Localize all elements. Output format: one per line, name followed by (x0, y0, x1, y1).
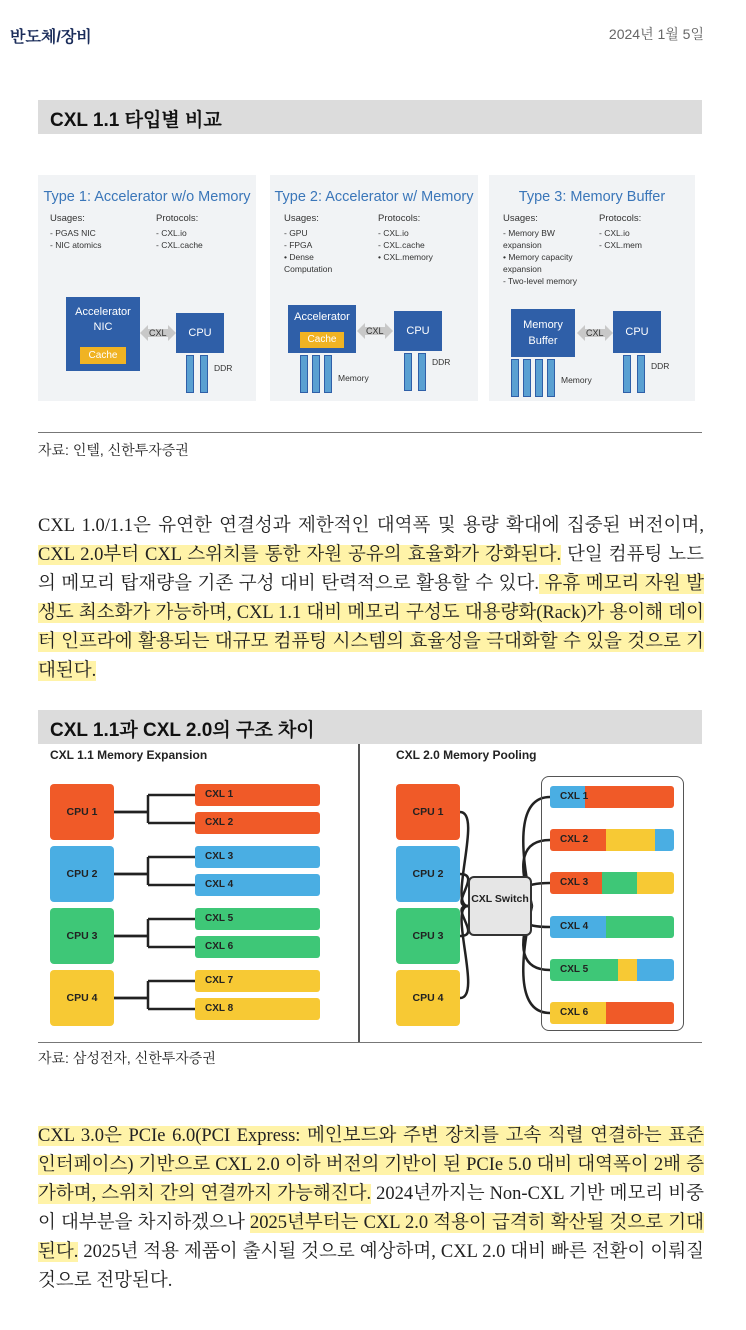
paragraph-highlight: 2025년부터는 CXL 2.0 적용이 급격히 확산될 것으로 기대된다. (38, 1213, 704, 1262)
cxl20-device-bar (550, 786, 674, 808)
memory-module-icon (324, 355, 332, 393)
list-item: - CXL.io (599, 228, 630, 238)
cxl11-device-bar: CXL 6 (195, 936, 320, 958)
type1-ddr-label: DDR (214, 363, 233, 373)
memory-module-icon (312, 355, 320, 393)
type1-protocols-list (156, 227, 203, 251)
type1-cache-block: Cache (80, 347, 126, 364)
ddr-module-icon (418, 353, 426, 391)
paragraph-highlight: 유휴 메모리 자원 발생도 최소화가 가능하며, CXL 1.1 대비 메모리 구성도 대용량화(Rack)가 용이해 데이터 인프라에 활용되는 대규모 컴퓨팅 시스템의 효율성을 극대화할 수 있을 것으로 기대된다. (38, 574, 705, 681)
list-item: - CXL.io (156, 228, 187, 238)
list-item: - Memory BW (503, 228, 555, 238)
connection-line (114, 998, 195, 1009)
cxl20-device-label: CXL 5 (560, 964, 589, 975)
cxl20-device-label: CXL 4 (560, 921, 589, 932)
cxl20-device-bar (550, 872, 674, 894)
cxl11-device-bar: CXL 1 (195, 784, 320, 806)
type2-card (270, 175, 478, 401)
type1-cpu-block: CPU (176, 313, 224, 353)
cxl20-device-bar (550, 1002, 674, 1024)
figure1-title: CXL 1.1 타입별 비교 (38, 100, 702, 134)
cxl20-panel-title: CXL 2.0 Memory Pooling (396, 748, 537, 762)
memory-share-segment (606, 1002, 674, 1024)
type1-usages-label: Usages: (50, 213, 85, 224)
memory-module-icon (547, 359, 555, 397)
connection-line (114, 812, 195, 823)
type2-memory-label: Memory (338, 373, 369, 383)
type3-cpu-block: CPU (613, 311, 661, 353)
connection-line (114, 936, 195, 947)
figure2-diagram (38, 744, 702, 1042)
cxl11-device-bar: CXL 8 (195, 998, 320, 1020)
memory-share-segment (602, 872, 637, 894)
connection-line (114, 919, 195, 936)
list-item: - GPU (284, 228, 308, 238)
memory-pool-box (541, 776, 684, 1031)
cxl20-device-label: CXL 6 (560, 1007, 589, 1018)
memory-module-icon (523, 359, 531, 397)
ddr-module-icon (637, 355, 645, 393)
type3-ddr-label: DDR (651, 361, 670, 371)
memory-share-segment (618, 959, 637, 981)
type1-usages-list (50, 227, 101, 251)
memory-share-segment (606, 916, 674, 938)
paragraph-segment: 2025년 적용 제품이 출시될 것으로 예상하며, CXL 2.0 대비 빠른 전환이 이뤄질 것으로 전망된다. (38, 1242, 704, 1291)
type2-protocols-label: Protocols: (378, 213, 421, 224)
type3-protocols-label: Protocols: (599, 213, 642, 224)
connection-line (114, 874, 195, 885)
type1-cxl-label: CXL (149, 328, 167, 338)
cxl20-device-bar (550, 829, 674, 851)
paragraph-cxl-3 (38, 1122, 704, 1296)
type3-title: Type 3: Memory Buffer (518, 189, 666, 205)
list-item: - PGAS NIC (50, 228, 96, 238)
list-item: - Two-level memory (503, 276, 577, 286)
type3-protocols-list (599, 227, 642, 251)
list-item: expansion (503, 240, 542, 250)
memory-module-icon (300, 355, 308, 393)
cxl11-cpu-block: CPU 2 (50, 846, 114, 902)
type3-card (489, 175, 695, 401)
list-item: • CXL.memory (378, 252, 433, 262)
type1-card (38, 175, 256, 401)
type2-protocols-list (378, 227, 433, 263)
cxl20-cpu-block: CPU 4 (396, 970, 460, 1026)
report-section-label: 반도체/장비 (10, 29, 92, 46)
figure2-source-divider (38, 1042, 702, 1043)
list-item: • Memory capacity (503, 252, 573, 262)
connection-line (114, 795, 195, 812)
paragraph-cxl-1x-vs-2 (38, 512, 704, 686)
list-item: • Dense (284, 252, 314, 262)
connection-line (114, 981, 195, 998)
paragraph-highlight: CXL 2.0부터 CXL 스위치를 통한 자원 공유의 효율화가 강화된다. (38, 545, 562, 565)
cxl11-cpu-block: CPU 3 (50, 908, 114, 964)
ddr-module-icon (200, 355, 208, 393)
cxl11-device-bar: CXL 3 (195, 846, 320, 868)
list-item: - CXL.mem (599, 240, 642, 250)
figure2-source: 자료: 삼성전자, 신한투자증권 (38, 1050, 216, 1066)
cxl11-cpu-block: CPU 4 (50, 970, 114, 1026)
type3-memory-label: Memory (561, 375, 592, 385)
cxl11-panel-title: CXL 1.1 Memory Expansion (50, 748, 208, 762)
report-date: 2024년 1월 5일 (608, 26, 704, 42)
list-item: - CXL.cache (156, 240, 203, 250)
memory-module-icon (511, 359, 519, 397)
type3-usages-list (503, 227, 577, 287)
type2-accelerator-label: Accelerator (294, 311, 350, 323)
memory-share-segment (585, 786, 674, 808)
cxl20-device-label: CXL 1 (560, 791, 589, 802)
figure2-title: CXL 1.1과 CXL 2.0의 구조 차이 (38, 710, 702, 744)
list-item: - CXL.io (378, 228, 409, 238)
type2-usages-label: Usages: (284, 213, 319, 224)
type2-ddr-label: DDR (432, 357, 451, 367)
figure1-diagram (38, 170, 702, 410)
ddr-module-icon (186, 355, 194, 393)
type1-protocols-label: Protocols: (156, 213, 199, 224)
cxl11-device-bar: CXL 7 (195, 970, 320, 992)
cxl-switch: CXL Switch (468, 876, 532, 936)
cxl20-device-label: CXL 3 (560, 877, 589, 888)
cxl20-device-bar (550, 916, 674, 938)
type2-cache-block: Cache (300, 332, 344, 348)
type1-title: Type 1: Accelerator w/o Memory (43, 189, 251, 205)
connection-line (114, 857, 195, 874)
type2-usages-list (284, 227, 332, 275)
cxl11-device-bar: CXL 5 (195, 908, 320, 930)
memory-share-segment (637, 959, 674, 981)
type3-memory-buffer-block: Memory Buffer (511, 309, 575, 357)
list-item: - CXL.cache (378, 240, 425, 250)
type2-cpu-block: CPU (394, 311, 442, 351)
type3-cxl-label: CXL (586, 328, 604, 338)
memory-module-icon (535, 359, 543, 397)
type2-title: Type 2: Accelerator w/ Memory (274, 189, 474, 205)
cxl11-cpu-block: CPU 1 (50, 784, 114, 840)
cxl20-device-label: CXL 2 (560, 834, 589, 845)
ddr-module-icon (404, 353, 412, 391)
type3-usages-label: Usages: (503, 213, 538, 224)
paragraph-segment: CXL 1.0/1.1은 유연한 연결성과 제한적인 대역폭 및 용량 확대에 집중된 버전이며, (38, 516, 704, 536)
memory-share-segment (606, 829, 656, 851)
memory-share-segment (637, 872, 674, 894)
paragraph-segment: 2024년까지는 Non-CXL 기반 메모리 비중이 대부분을 차지하겠으나 (38, 1184, 705, 1233)
ddr-module-icon (623, 355, 631, 393)
type1-accelerator-label: Accelerator NIC (75, 306, 131, 333)
cxl20-cpu-block: CPU 2 (396, 846, 460, 902)
list-item: expansion (503, 264, 542, 274)
cxl11-device-bar: CXL 4 (195, 874, 320, 896)
cxl20-cpu-block: CPU 1 (396, 784, 460, 840)
list-item: Computation (284, 264, 333, 274)
figure1-source-divider (38, 432, 702, 433)
cxl20-device-bar (550, 959, 674, 981)
list-item: - NIC atomics (50, 240, 102, 250)
figure1-source: 자료: 인텔, 신한투자증권 (38, 442, 189, 458)
paragraph-segment: 단일 컴퓨팅 노드의 메모리 탑재량을 기존 구성 대비 탄력적으로 활용할 수 있다. (38, 545, 704, 594)
cxl20-cpu-block: CPU 3 (396, 908, 460, 964)
type2-cxl-label: CXL (366, 326, 384, 336)
memory-share-segment (655, 829, 674, 851)
paragraph-highlight: CXL 3.0은 PCIe 6.0(PCI Express: 메인보드와 주변 장치를 고속 직렬 연결하는 표준 인터페이스) 기반으로 CXL 2.0 이하 버전의 기반이 된 PCIe 5.0 대비 대역폭이 2배 증가하며, 스위치 간의 연결까지 가능해진다. (38, 1126, 704, 1204)
cxl11-device-bar: CXL 2 (195, 812, 320, 834)
list-item: - FPGA (284, 240, 313, 250)
